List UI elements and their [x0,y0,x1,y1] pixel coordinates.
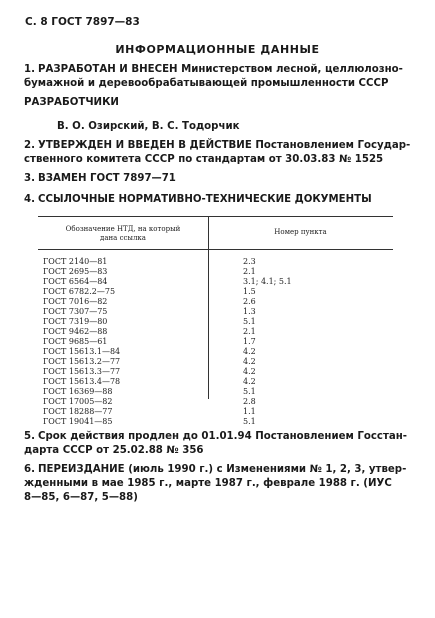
table-cell-document: ГОСТ 7016—82 [43,297,108,306]
section-text-line: дарта СССР от 25.02.88 № 356 [24,445,204,456]
table-cell-document: ГОСТ 19041—85 [43,417,113,426]
table-cell-item: 2.8 [243,397,256,406]
section-text-line: 8—85, 6—87, 5—88) [24,492,138,503]
section-number: 2. [24,140,35,151]
table-cell-item: 3.1; 4.1; 5.1 [243,277,292,286]
section-text-line: бумажной и деревообрабатывающей промышленности СССР [24,78,389,89]
section-text-line: жденными в мае 1985 г., марте 1987 г., феврале 1988 г. (ИУС [24,478,392,489]
table-cell-document: ГОСТ 2140—81 [43,257,108,266]
table-cell-item: 1.5 [243,287,256,296]
table-row [38,307,393,317]
table-cell-document: ГОСТ 7307—75 [43,307,108,316]
table-cell-item: 4.2 [243,347,256,356]
table-cell-item: 1.3 [243,307,256,316]
table-cell-item: 5.1 [243,387,256,396]
page-header: С. 8 ГОСТ 7897—83 [25,16,140,28]
table-row [38,337,393,347]
section-text-line: УТВЕРЖДЕН И ВВЕДЕН В ДЕЙСТВИЕ Постановлением Государ- [38,140,411,151]
table-row [38,407,393,417]
section-text-line: ственного комитета СССР по стандартам от 30.03.83 № 1525 [24,154,384,165]
table-cell-document: ГОСТ 2695—83 [43,267,108,276]
table-cell-item: 2.1 [243,267,256,276]
table-cell-item: 2.6 [243,297,256,306]
table-cell-item: 4.2 [243,367,256,376]
table-top-rule [38,216,393,217]
section-text-line: ПЕРЕИЗДАНИЕ (июль 1990 г.) с Изменениями № 1, 2, 3, утвер- [38,464,407,475]
section-1 [24,63,418,91]
table-header-rule [38,249,393,250]
column-header-item: Номер пункта [274,228,327,236]
table-cell-item: 1.7 [243,337,256,346]
section-text-line: ССЫЛОЧНЫЕ НОРМАТИВНО-ТЕХНИЧЕСКИЕ ДОКУМЕНТЫ [38,194,372,205]
table-row [38,397,393,407]
table-cell-document: ГОСТ 7319—80 [43,317,108,326]
column-header-document [38,225,208,243]
section-number: 4. [24,194,35,205]
table-row [38,367,393,377]
table-cell-item: 4.2 [243,377,256,386]
table-cell-document: ГОСТ 15613.4—78 [43,377,121,386]
section-text-line: ВЗАМЕН ГОСТ 7897—71 [38,173,176,184]
table-cell-item: 2.3 [243,257,256,266]
table-row [38,417,393,427]
table-row [38,347,393,357]
developers-label: РАЗРАБОТЧИКИ [24,97,119,108]
section-3 [24,172,418,186]
section-2 [24,139,418,167]
table-cell-item: 5.1 [243,317,256,326]
table-cell-document: ГОСТ 9685—61 [43,337,108,346]
table-cell-document: ГОСТ 18288—77 [43,407,113,416]
section-number: 1. [24,64,35,75]
table-cell-item: 5.1 [243,417,256,426]
table-cell-document: ГОСТ 9462—88 [43,327,108,336]
table-row [38,357,393,367]
table-cell-item: 2.1 [243,327,256,336]
table-row [38,387,393,397]
table-row [38,257,393,267]
table-row [38,277,393,287]
table-row [38,297,393,307]
section-5 [24,430,418,458]
section-number: 3. [24,173,35,184]
column-header-line: дана ссылка [100,234,146,242]
table-cell-document: ГОСТ 16369—88 [43,387,113,396]
table-row [38,317,393,327]
table-cell-item: 1.1 [243,407,256,416]
table-row [38,267,393,277]
table-cell-document: ГОСТ 6782.2—75 [43,287,116,296]
table-row [38,377,393,387]
section-number: 5. [24,431,35,442]
table-row [38,287,393,297]
table-cell-document: ГОСТ 17005—82 [43,397,113,406]
section-number: 6. [24,464,35,475]
table-row [38,327,393,337]
section-text-line: РАЗРАБОТАН И ВНЕСЕН Министерством лесной, целлюлозно- [38,64,403,75]
section-6 [24,463,418,505]
table-cell-document: ГОСТ 15613.1—84 [43,347,121,356]
table-cell-document: ГОСТ 6564—84 [43,277,108,286]
column-header-line: Обозначение НТД, на который [65,225,181,233]
section-text-line: Срок действия продлен до 01.01.94 Постановлением Госстан- [38,431,407,442]
table-cell-item: 4.2 [243,357,256,366]
section-4 [24,193,418,207]
table-cell-document: ГОСТ 15613.2—77 [43,357,121,366]
section-title: ИНФОРМАЦИОННЫЕ ДАННЫЕ [115,43,320,56]
table-cell-document: ГОСТ 15613.3—77 [43,367,121,376]
developers-names: В. О. Озирский, В. С. Тодорчик [57,121,240,132]
